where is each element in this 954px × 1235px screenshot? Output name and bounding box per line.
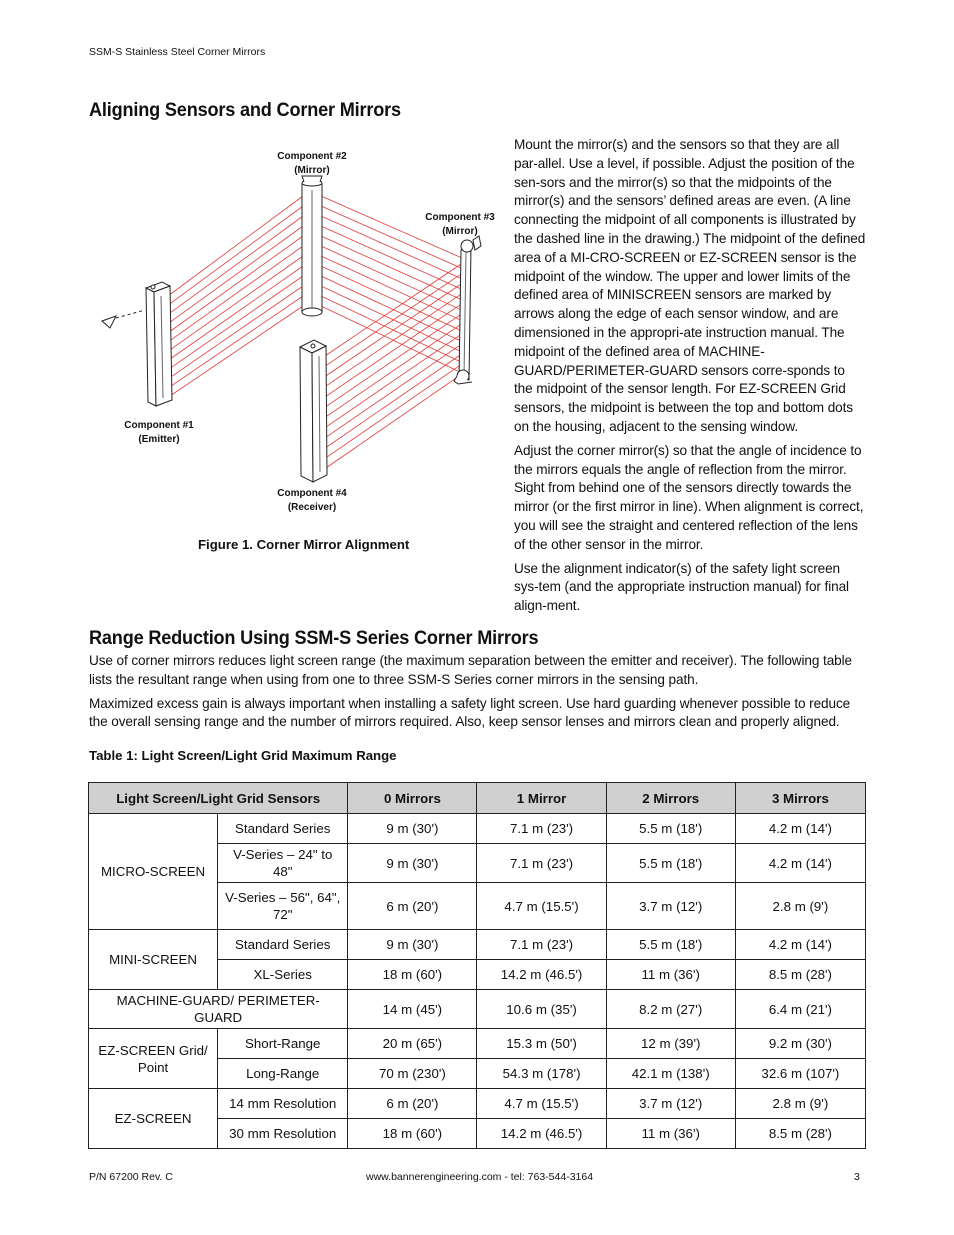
range-cell: 42.1 m (138'): [606, 1059, 735, 1089]
sensor-series-cell: Long-Range: [218, 1059, 348, 1089]
range-cell: 8.5 m (28'): [735, 960, 865, 990]
beam-line: [325, 305, 460, 397]
range-cell: 4.2 m (14'): [735, 844, 865, 883]
component-1-role: (Emitter): [138, 434, 180, 445]
running-header: SSM-S Stainless Steel Corner Mirrors: [89, 46, 266, 58]
section-heading-aligning: Aligning Sensors and Corner Mirrors: [89, 99, 401, 121]
range-cell: 5.5 m (18'): [606, 814, 735, 844]
component-1-name: Component #1: [124, 420, 194, 431]
sensor-series-cell: Standard Series: [218, 814, 348, 844]
range-cell: 15.3 m (50'): [477, 1029, 606, 1059]
beam-line: [325, 295, 460, 387]
component-4-name: Component #4: [277, 488, 347, 499]
range-cell: 20 m (65'): [348, 1029, 477, 1059]
section-heading-range-reduction: Range Reduction Using SSM-S Series Corner Mirrors: [89, 627, 539, 649]
component-4-role: (Receiver): [287, 502, 337, 513]
range-cell: 18 m (60'): [348, 1119, 477, 1149]
sensor-series-cell: V-Series – 56", 64", 72": [218, 883, 348, 930]
sensor-group-cell: MACHINE-GUARD/ PERIMETER-GUARD: [89, 990, 348, 1029]
component-3-name: Component #3: [425, 212, 495, 223]
component-1-label: [124, 419, 193, 447]
sensor-series-cell: XL-Series: [218, 960, 348, 990]
range-cell: 3.7 m (12'): [606, 1089, 735, 1119]
beam-line: [169, 256, 303, 351]
range-cell: 7.1 m (23'): [477, 844, 606, 883]
column-header: 2 Mirrors: [606, 783, 735, 814]
figure-caption: Figure 1. Corner Mirror Alignment: [198, 537, 410, 552]
beam-line: [170, 286, 303, 378]
paragraph: Use of corner mirrors reduces light screen range (the maximum separation between the emitter and receiver). The following table lists the resultant range when using from one to three SSM-S Series corner mirrors in the sensing path.: [89, 653, 853, 687]
beam-line: [169, 226, 303, 323]
range-reduction-text: [89, 652, 869, 737]
range-cell: 54.3 m (178'): [477, 1059, 606, 1089]
beam-line: [325, 315, 460, 407]
range-cell: 5.5 m (18'): [606, 844, 735, 883]
range-cell: 7.1 m (23'): [477, 814, 606, 844]
component-4-receiver-drawing: [300, 340, 327, 482]
table-row: [89, 990, 866, 1029]
beam-line: [170, 296, 303, 387]
beam-line: [326, 325, 460, 417]
paragraph: Adjust the corner mirror(s) so that the angle of incidence to the mirrors equals the angle of reflection from the mirror. Sight from behind one of the sensors directly towards the mirror (or the first mirror in line). When alignment is correct, you will see the straight and centered reflection of the lens of the other sensor in the mirror.: [514, 442, 864, 552]
table-row: [89, 1089, 866, 1119]
column-header: Light Screen/Light Grid Sensors: [89, 783, 348, 814]
beam-line: [170, 306, 303, 396]
beam-line: [326, 356, 460, 448]
table-header-row: [89, 783, 866, 814]
max-range-table: [88, 782, 866, 1149]
sensor-group-cell: EZ-SCREEN: [89, 1089, 218, 1149]
range-cell: 4.2 m (14'): [735, 930, 865, 960]
column-header: 3 Mirrors: [735, 783, 865, 814]
sensor-series-cell: 14 mm Resolution: [218, 1089, 348, 1119]
range-cell: 9.2 m (30'): [735, 1029, 865, 1059]
table-row: [89, 1029, 866, 1059]
range-cell: 70 m (230'): [348, 1059, 477, 1089]
beam-line: [326, 366, 459, 458]
range-cell: 9 m (30'): [348, 844, 477, 883]
paragraph: Mount the mirror(s) and the sensors so that they are all par-allel. Use a level, if possible. Adjust the position of the sen-sors and the mirror(s) so that the midpoints of the mirror(s) and the sensors’ defined areas are even. (A line connecting the midpoint of all components is illustrated by the dashed line in the drawing.) The midpoint of the defined area of a MI-CRO-SCREEN or EZ-SCREEN sensor is the midpoint of the window. The upper and lower limits of the defined area of MINISCREEN sensors are marked by arrows along the edge of each sensor window, and are dimensioned in the appropri-ate instruction manual. The midpoint of the defined area of MACHINE-GUARD/PERIMETER-GUARD sensors corre-sponds to the midpoint of the sensor length. For EZ-SCREEN Grid sensors, the midpoint is between the top and bottom dots on the housing, adjacent to the sensing window.: [514, 137, 866, 434]
sensor-group-cell: EZ-SCREEN Grid/ Point: [89, 1029, 218, 1089]
sensor-series-cell: V-Series – 24" to 48": [218, 844, 348, 883]
paragraph: Use the alignment indicator(s) of the safety light screen sys-tem (and the appropriate instruction manual) for final align-ment.: [514, 560, 849, 614]
range-cell: 14.2 m (46.5'): [477, 1119, 606, 1149]
sensor-series-cell: 30 mm Resolution: [218, 1119, 348, 1149]
range-cell: 8.2 m (27'): [606, 990, 735, 1029]
range-cell: 4.7 m (15.5'): [477, 1089, 606, 1119]
beam-line: [169, 236, 303, 332]
range-cell: 10.6 m (35'): [477, 990, 606, 1029]
range-cell: 11 m (36'): [606, 960, 735, 990]
paragraph: Maximized excess gain is always important when installing a safety light screen. Use hard guarding whenever possible to reduce the overall sensing range and the number of mirrors required. Also, keep sensor lenses and mirrors clean and properly aligned.: [89, 695, 851, 730]
range-cell: 4.2 m (14'): [735, 814, 865, 844]
component-3-role: (Mirror): [442, 226, 478, 237]
table-caption: Table 1: Light Screen/Light Grid Maximum Range: [89, 748, 397, 763]
range-cell: 32.6 m (107'): [735, 1059, 865, 1089]
footer-part-number: P/N 67200 Rev. C: [89, 1171, 173, 1183]
beam-line: [326, 335, 460, 427]
range-cell: 9 m (30'): [348, 814, 477, 844]
column-header: 1 Mirror: [477, 783, 606, 814]
beam-line: [168, 196, 303, 296]
range-cell: 4.7 m (15.5'): [477, 883, 606, 930]
range-cell: 2.8 m (9'): [735, 883, 865, 930]
component-3-mirror-drawing: [454, 236, 481, 384]
range-cell: 3.7 m (12'): [606, 883, 735, 930]
sensor-group-cell: MINI-SCREEN: [89, 930, 218, 990]
component-2-name: Component #2: [277, 151, 347, 162]
range-cell: 9 m (30'): [348, 930, 477, 960]
range-cell: 14.2 m (46.5'): [477, 960, 606, 990]
range-cell: 6.4 m (21'): [735, 990, 865, 1029]
footer-page-number: 3: [854, 1171, 860, 1183]
footer-contact: www.bannerengineering.com - tel: 763-544-3164: [366, 1171, 594, 1183]
range-cell: 6 m (20'): [348, 883, 477, 930]
beam-line: [326, 345, 460, 437]
table-row: [89, 814, 866, 844]
range-cell: 6 m (20'): [348, 1089, 477, 1119]
sensor-series-cell: Standard Series: [218, 930, 348, 960]
range-cell: 11 m (36'): [606, 1119, 735, 1149]
beam-line: [321, 236, 461, 299]
range-cell: 7.1 m (23'): [477, 930, 606, 960]
range-cell: 2.8 m (9'): [735, 1089, 865, 1119]
component-2-mirror-drawing: [302, 176, 322, 316]
component-2-label: [277, 150, 346, 178]
range-cell: 12 m (39'): [606, 1029, 735, 1059]
component-2-role: (Mirror): [294, 165, 330, 176]
beam-line: [169, 246, 303, 341]
beam-line: [326, 376, 459, 468]
column-header: 0 Mirrors: [348, 783, 477, 814]
sensor-group-cell: MICRO-SCREEN: [89, 814, 218, 930]
component-1-emitter-drawing: [102, 282, 172, 406]
table-row: [89, 930, 866, 960]
alignment-instructions: [514, 136, 866, 621]
range-cell: 14 m (45'): [348, 990, 477, 1029]
range-cell: 18 m (60'): [348, 960, 477, 990]
component-3-label: [425, 211, 494, 239]
range-cell: 8.5 m (28'): [735, 1119, 865, 1149]
component-4-label: [277, 487, 346, 515]
sensor-series-cell: Short-Range: [218, 1029, 348, 1059]
range-cell: 5.5 m (18'): [606, 930, 735, 960]
